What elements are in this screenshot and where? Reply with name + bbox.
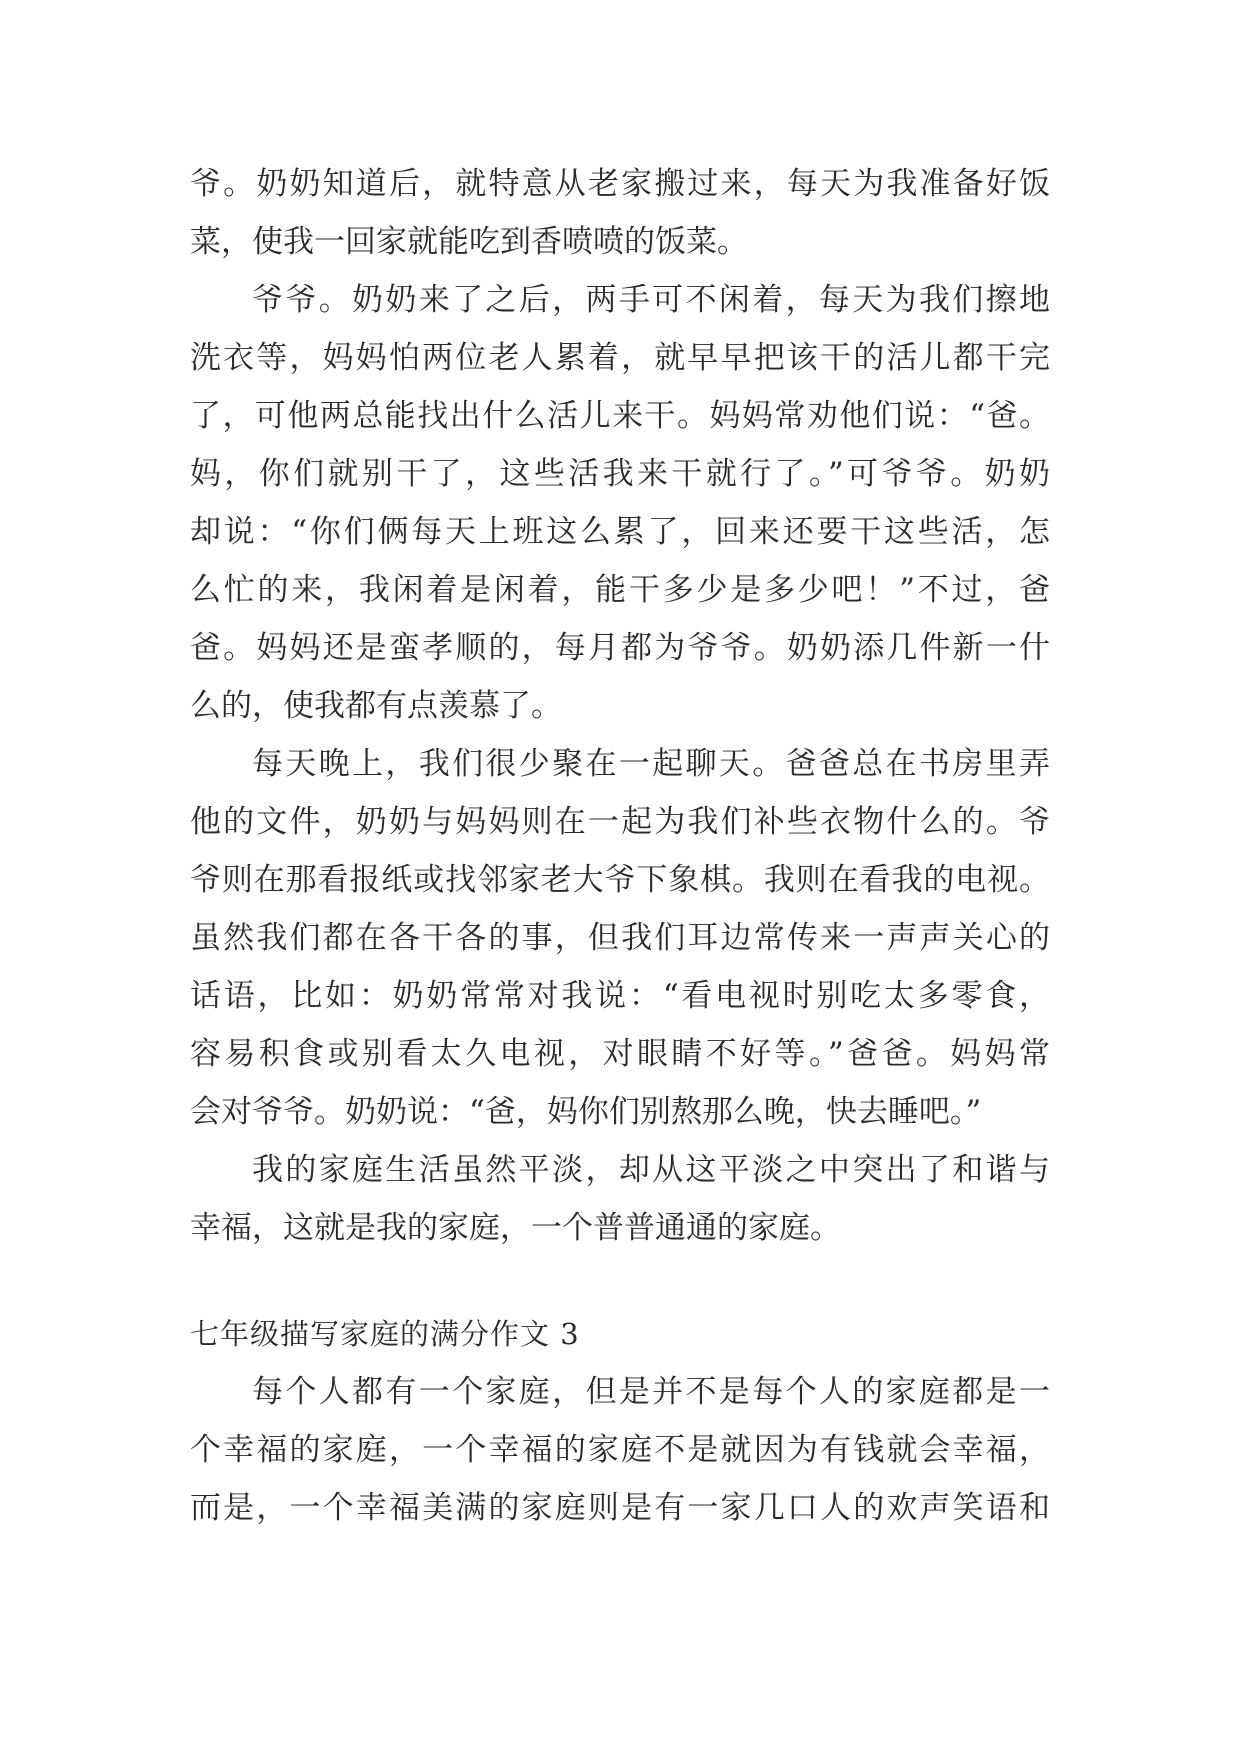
paragraph-3-line-2: 他的文件，奶奶与妈妈则在一起为我们补些衣物什么的。爷 [190, 804, 1050, 840]
paragraph-5-line-1: 每个人都有一个家庭，但是并不是每个人的家庭都是一 [252, 1374, 1050, 1410]
paragraph-2-line-3: 了，可他两总能找出什么活儿来干。妈妈常劝他们说：“爸。 [190, 398, 1050, 434]
paragraph-2-line-1: 爷爷。奶奶来了之后，两手可不闲着，每天为我们擦地 [252, 282, 1050, 318]
section-heading: 七年级描写家庭的满分作文 3 [190, 1317, 580, 1351]
paragraph-2-line-5: 却说：“你们俩每天上班这么累了，回来还要干这些活，怎 [190, 514, 1050, 550]
paragraph-2-line-2: 洗衣等，妈妈怕两位老人累着，就早早把该干的活儿都干完 [190, 340, 1050, 376]
paragraph-4-line-1: 我的家庭生活虽然平淡，却从这平淡之中突出了和谐与 [252, 1152, 1050, 1188]
paragraph-3-line-1: 每天晚上，我们很少聚在一起聊天。爸爸总在书房里弄 [252, 746, 1050, 782]
paragraph-1-line-1: 爷。奶奶知道后，就特意从老家搬过来，每天为我准备好饭 [190, 166, 1050, 202]
document-body [190, 155, 1050, 1537]
paragraph-3-line-3: 爷则在那看报纸或找邻家老大爷下象棋。我则在看我的电视。 [190, 862, 1050, 898]
paragraph-5-line-2: 个幸福的家庭，一个幸福的家庭不是就因为有钱就会幸福， [190, 1432, 1050, 1468]
paragraph-4-line-2: 幸福，这就是我的家庭，一个普普通通的家庭。 [190, 1210, 841, 1246]
paragraph-3-line-6: 容易积食或别看太久电视，对眼睛不好等。”爸爸。妈妈常 [190, 1036, 1050, 1072]
paragraph-3-line-4: 虽然我们都在各干各的事，但我们耳边常传来一声声关心的 [190, 920, 1050, 956]
paragraph-2-line-8: 么的，使我都有点羡慕了。 [190, 688, 562, 724]
paragraph-1-line-2: 菜，使我一回家就能吃到香喷喷的饭菜。 [190, 224, 748, 260]
paragraph-5-line-3: 而是，一个幸福美满的家庭则是有一家几口人的欢声笑语和 [190, 1490, 1050, 1526]
paragraph-2-line-7: 爸。妈妈还是蛮孝顺的，每月都为爷爷。奶奶添几件新一什 [190, 630, 1050, 666]
section-gap [190, 1257, 1050, 1305]
paragraph-2-line-6: 么忙的来，我闲着是闲着，能干多少是多少吧！”不过，爸 [190, 572, 1050, 608]
paragraph-3-line-7: 会对爷爷。奶奶说：“爸，妈你们别熬那么晚，快去睡吧。” [190, 1094, 982, 1130]
paragraph-2-line-4: 妈，你们就别干了，这些活我来干就行了。”可爷爷。奶奶 [190, 456, 1050, 492]
paragraph-3-line-5: 话语，比如：奶奶常常对我说：“看电视时别吃太多零食， [190, 978, 1050, 1014]
